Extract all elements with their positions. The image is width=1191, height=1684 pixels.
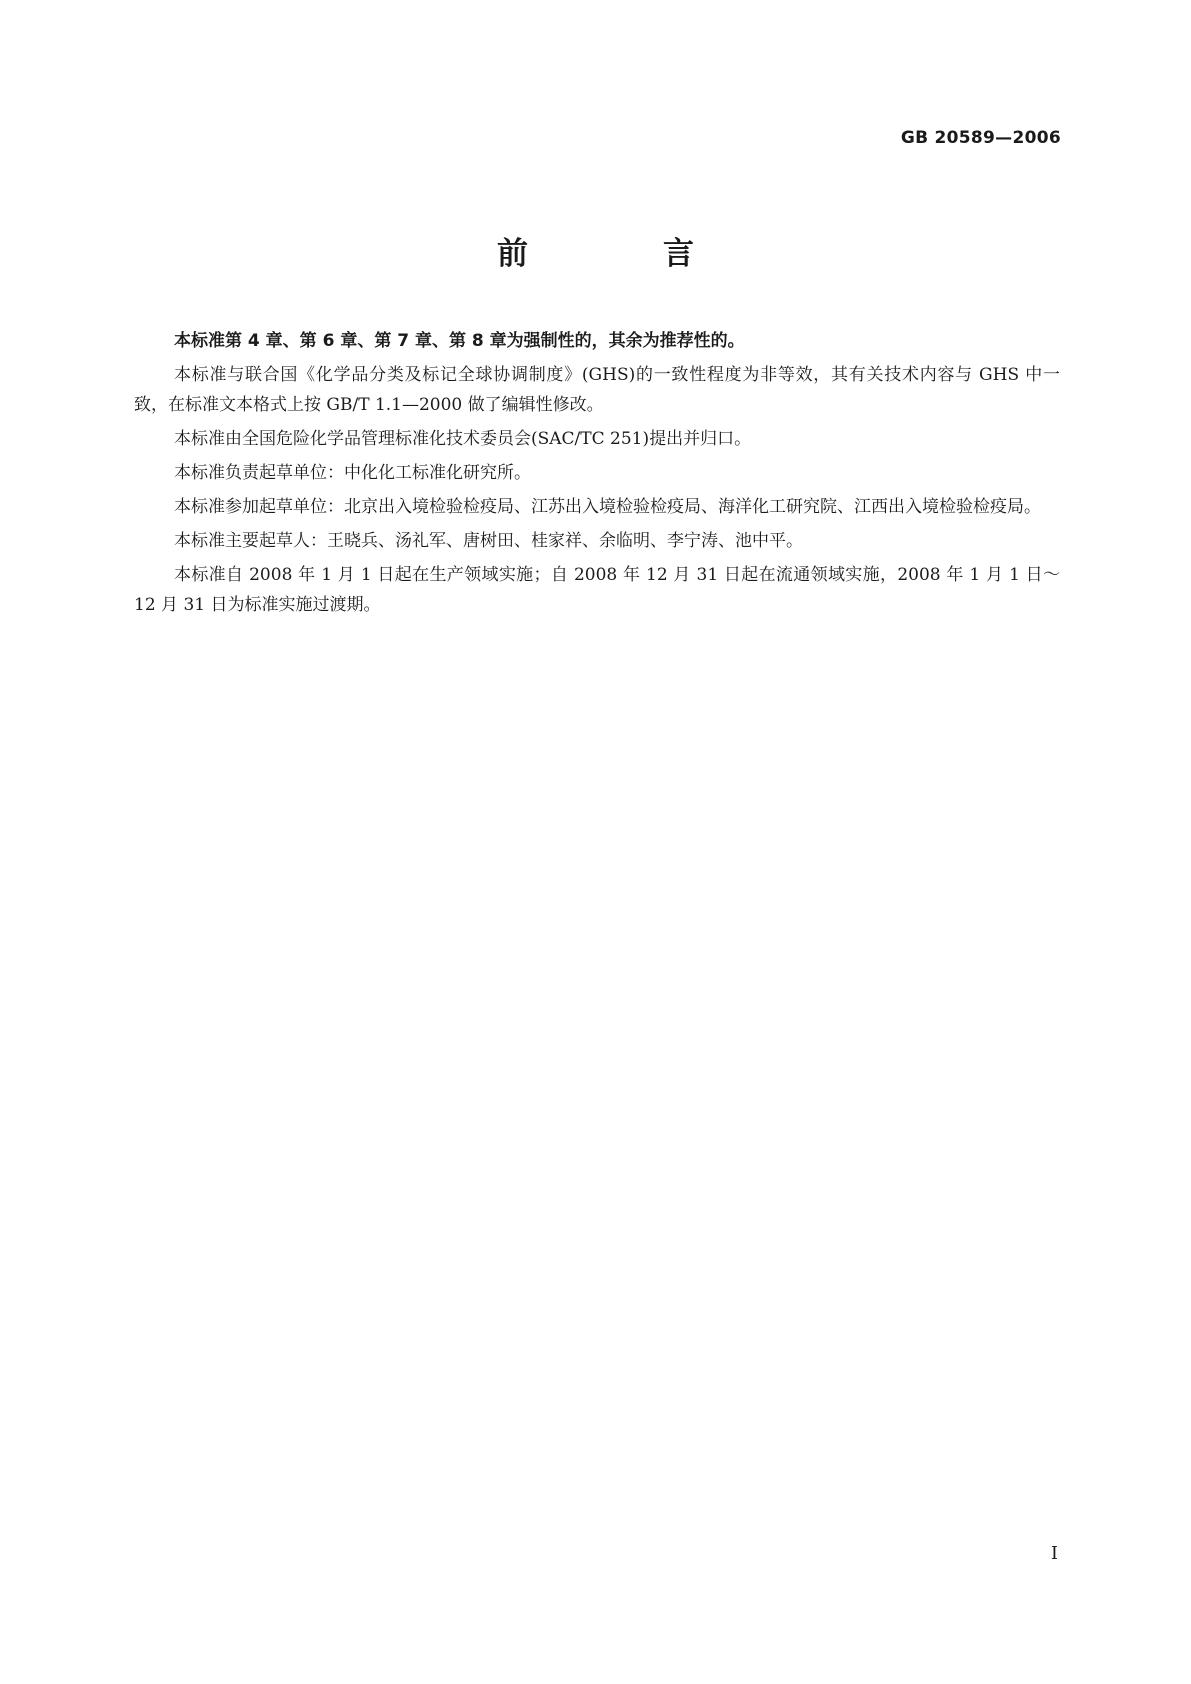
- page-title: 前 言: [497, 236, 746, 272]
- paragraph-consistency-ghs: 本标准与联合国《化学品分类及标记全球协调制度》(GHS)的一致性程度为非等效，其有关技术内容与 GHS 中一致，在标准文本格式上按 GB/T 1.1—2000 做了编辑性修改。: [134, 365, 1060, 415]
- paragraph-proposer: 本标准由全国危险化学品管理标准化技术委员会(SAC/TC 251)提出并归口。: [174, 429, 752, 449]
- page-number: I: [1050, 1543, 1058, 1564]
- paragraph-implementation-dates: 本标准自 2008 年 1 月 1 日起在生产领域实施；自 2008 年 12 月 31 日起在流通领域实施，2008 年 1 月 1 日～12 月 31 日为标准实施过渡期。: [134, 565, 1060, 615]
- standard-code: GB 20589—2006: [900, 128, 1061, 148]
- paragraph-main-drafters: 本标准主要起草人：王晓兵、汤礼军、唐树田、桂家祥、余临明、李宁涛、池中平。: [174, 531, 803, 551]
- paragraph-mandatory-clauses: 本标准第 4 章、第 6 章、第 7 章、第 8 章为强制性的，其余为推荐性的。: [174, 331, 745, 351]
- foreword-body: [134, 326, 1060, 624]
- paragraph-participating-units: 本标准参加起草单位：北京出入境检验检疫局、江苏出入境检验检疫局、海洋化工研究院、江西出入境检验检疫局。: [174, 497, 1041, 517]
- paragraph-responsible-drafter: 本标准负责起草单位：中化化工标准化研究所。: [174, 463, 531, 483]
